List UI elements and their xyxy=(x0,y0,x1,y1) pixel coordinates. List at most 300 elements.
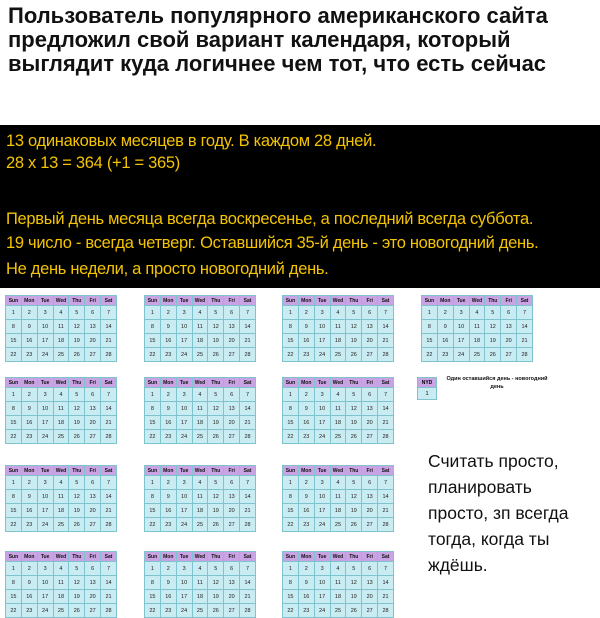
day-cell: 15 xyxy=(283,334,299,348)
weekday-header: Thu xyxy=(346,296,362,306)
day-cell: 10 xyxy=(176,490,192,504)
day-cell: 25 xyxy=(192,348,208,362)
day-cell: 18 xyxy=(192,416,208,430)
day-cell: 9 xyxy=(298,576,314,590)
day-cell: 23 xyxy=(160,430,176,444)
day-cell: 19 xyxy=(208,416,224,430)
weekday-header: Thu xyxy=(346,466,362,476)
weekday-header: Fri xyxy=(85,378,101,388)
day-cell: 13 xyxy=(362,402,378,416)
day-cell: 15 xyxy=(6,504,22,518)
month-calendar xyxy=(282,377,394,444)
weekday-header: Wed xyxy=(53,378,69,388)
weekday-header: Sun xyxy=(145,378,161,388)
weekday-header: Tue xyxy=(37,552,53,562)
day-cell: 10 xyxy=(453,320,469,334)
day-cell: 17 xyxy=(314,334,330,348)
day-cell: 3 xyxy=(453,306,469,320)
day-cell: 23 xyxy=(298,348,314,362)
day-cell: 15 xyxy=(283,504,299,518)
weekday-header: Fri xyxy=(85,296,101,306)
day-cell: 24 xyxy=(314,604,330,618)
day-cell: 8 xyxy=(6,402,22,416)
day-cell: 7 xyxy=(240,306,256,320)
day-cell: 28 xyxy=(240,430,256,444)
day-cell: 19 xyxy=(208,334,224,348)
month-calendar xyxy=(282,465,394,532)
day-cell: 23 xyxy=(21,348,37,362)
day-cell: 7 xyxy=(101,562,117,576)
day-cell: 19 xyxy=(346,590,362,604)
day-cell: 21 xyxy=(101,504,117,518)
weekday-header: Fri xyxy=(85,466,101,476)
month-calendar xyxy=(144,295,256,362)
day-cell: 3 xyxy=(314,388,330,402)
day-cell: 12 xyxy=(69,576,85,590)
day-cell: 9 xyxy=(298,402,314,416)
month-calendar xyxy=(5,377,117,444)
weekday-header: Sat xyxy=(517,296,533,306)
month-calendar xyxy=(282,295,394,362)
day-cell: 4 xyxy=(330,388,346,402)
day-cell: 5 xyxy=(346,388,362,402)
day-cell: 6 xyxy=(85,476,101,490)
day-cell: 3 xyxy=(37,388,53,402)
day-cell: 1 xyxy=(145,388,161,402)
day-cell: 14 xyxy=(101,576,117,590)
day-cell: 18 xyxy=(192,590,208,604)
day-cell: 11 xyxy=(53,576,69,590)
day-cell: 9 xyxy=(21,490,37,504)
weekday-header: Wed xyxy=(192,552,208,562)
day-cell: 26 xyxy=(346,518,362,532)
day-cell: 25 xyxy=(330,518,346,532)
day-cell: 13 xyxy=(501,320,517,334)
day-cell: 3 xyxy=(37,476,53,490)
day-cell: 5 xyxy=(346,476,362,490)
day-cell: 25 xyxy=(330,604,346,618)
day-cell: 10 xyxy=(37,576,53,590)
day-cell: 16 xyxy=(298,504,314,518)
weekday-header: Thu xyxy=(69,378,85,388)
day-cell: 3 xyxy=(314,306,330,320)
day-cell: 12 xyxy=(208,402,224,416)
weekday-header: Wed xyxy=(53,296,69,306)
weekday-header: Sun xyxy=(145,552,161,562)
day-cell: 6 xyxy=(362,388,378,402)
day-cell: 28 xyxy=(240,518,256,532)
day-cell: 5 xyxy=(208,388,224,402)
weekday-header: Tue xyxy=(314,296,330,306)
weekday-header: Sat xyxy=(101,378,117,388)
day-cell: 10 xyxy=(314,490,330,504)
day-cell: 12 xyxy=(69,490,85,504)
day-cell: 10 xyxy=(37,490,53,504)
day-cell: 23 xyxy=(298,604,314,618)
weekday-header: Tue xyxy=(314,378,330,388)
weekday-header: Sat xyxy=(378,466,394,476)
day-cell: 6 xyxy=(362,476,378,490)
day-cell: 23 xyxy=(160,604,176,618)
weekday-header: Tue xyxy=(37,296,53,306)
weekday-header: Fri xyxy=(224,552,240,562)
day-cell: 22 xyxy=(6,430,22,444)
day-cell: 23 xyxy=(21,430,37,444)
day-cell: 20 xyxy=(85,504,101,518)
day-cell: 28 xyxy=(517,348,533,362)
day-cell: 15 xyxy=(145,334,161,348)
day-cell: 13 xyxy=(224,576,240,590)
day-cell: 19 xyxy=(346,504,362,518)
weekday-header: Sat xyxy=(240,378,256,388)
day-cell: 22 xyxy=(283,348,299,362)
day-cell: 7 xyxy=(378,476,394,490)
day-cell: 12 xyxy=(346,576,362,590)
weekday-header: Mon xyxy=(21,466,37,476)
day-cell: 17 xyxy=(453,334,469,348)
day-cell: 16 xyxy=(298,590,314,604)
day-cell: 3 xyxy=(37,306,53,320)
weekday-header: Mon xyxy=(160,378,176,388)
day-cell: 19 xyxy=(69,334,85,348)
day-cell: 10 xyxy=(37,320,53,334)
day-cell: 13 xyxy=(224,402,240,416)
day-cell: 4 xyxy=(192,306,208,320)
day-cell: 17 xyxy=(37,334,53,348)
day-cell: 28 xyxy=(101,348,117,362)
day-cell: 6 xyxy=(85,388,101,402)
day-cell: 13 xyxy=(224,490,240,504)
day-cell: 26 xyxy=(208,518,224,532)
day-cell: 22 xyxy=(283,604,299,618)
day-cell: 3 xyxy=(176,306,192,320)
day-cell: 6 xyxy=(362,562,378,576)
day-cell: 17 xyxy=(176,504,192,518)
day-cell: 27 xyxy=(85,348,101,362)
weekday-header: Mon xyxy=(160,466,176,476)
day-cell: 1 xyxy=(283,562,299,576)
day-cell: 12 xyxy=(346,490,362,504)
day-cell: 21 xyxy=(101,590,117,604)
day-cell: 26 xyxy=(208,430,224,444)
day-cell: 24 xyxy=(37,604,53,618)
day-cell: 16 xyxy=(437,334,453,348)
weekday-header: Wed xyxy=(330,466,346,476)
day-cell: 8 xyxy=(283,490,299,504)
day-cell: 3 xyxy=(314,476,330,490)
day-cell: 10 xyxy=(176,576,192,590)
day-cell: 25 xyxy=(192,518,208,532)
weekday-header: Sun xyxy=(145,466,161,476)
weekday-header: Fri xyxy=(362,466,378,476)
day-cell: 15 xyxy=(422,334,438,348)
day-cell: 2 xyxy=(160,388,176,402)
day-cell: 23 xyxy=(21,604,37,618)
weekday-header: Fri xyxy=(501,296,517,306)
day-cell: 9 xyxy=(160,402,176,416)
description-line-1: 13 одинаковых месяцев в году. В каждом 28 дней. xyxy=(6,132,377,150)
day-cell: 28 xyxy=(378,604,394,618)
day-cell: 24 xyxy=(314,430,330,444)
weekday-header: Mon xyxy=(298,552,314,562)
day-cell: 4 xyxy=(53,306,69,320)
day-cell: 4 xyxy=(53,388,69,402)
day-cell: 15 xyxy=(283,590,299,604)
day-cell: 26 xyxy=(346,604,362,618)
weekday-header: Tue xyxy=(314,466,330,476)
day-cell: 17 xyxy=(314,416,330,430)
day-cell: 21 xyxy=(517,334,533,348)
month-calendar xyxy=(144,465,256,532)
day-cell: 8 xyxy=(6,320,22,334)
day-cell: 20 xyxy=(85,416,101,430)
weekday-header: Mon xyxy=(160,552,176,562)
day-cell: 24 xyxy=(176,518,192,532)
weekday-header: Sat xyxy=(240,552,256,562)
month-calendar xyxy=(5,551,117,618)
day-cell: 5 xyxy=(485,306,501,320)
day-cell: 14 xyxy=(101,402,117,416)
day-cell: 22 xyxy=(283,430,299,444)
weekday-header: Wed xyxy=(192,466,208,476)
day-cell: 1 xyxy=(145,306,161,320)
day-cell: 25 xyxy=(53,430,69,444)
day-cell: 7 xyxy=(240,476,256,490)
day-cell: 14 xyxy=(378,490,394,504)
day-cell: 16 xyxy=(160,416,176,430)
day-cell: 8 xyxy=(6,490,22,504)
day-cell: 24 xyxy=(314,518,330,532)
weekday-header: Wed xyxy=(469,296,485,306)
weekday-header: Sun xyxy=(283,296,299,306)
day-cell: 27 xyxy=(501,348,517,362)
day-cell: 27 xyxy=(85,604,101,618)
day-cell: 2 xyxy=(298,306,314,320)
day-cell: 25 xyxy=(330,430,346,444)
weekday-header: Sat xyxy=(378,552,394,562)
day-cell: 7 xyxy=(101,476,117,490)
day-cell: 27 xyxy=(362,348,378,362)
day-cell: 4 xyxy=(192,562,208,576)
day-cell: 14 xyxy=(101,320,117,334)
day-cell: 19 xyxy=(69,416,85,430)
weekday-header: Sun xyxy=(283,552,299,562)
day-cell: 1 xyxy=(422,306,438,320)
day-cell: 11 xyxy=(330,402,346,416)
weekday-header: Tue xyxy=(37,466,53,476)
weekday-header: Sat xyxy=(378,378,394,388)
day-cell: 22 xyxy=(6,518,22,532)
month-calendar xyxy=(282,551,394,618)
day-cell: 20 xyxy=(224,590,240,604)
day-cell: 3 xyxy=(176,388,192,402)
weekday-header: Sat xyxy=(101,552,117,562)
day-cell: 17 xyxy=(176,334,192,348)
weekday-header: Sun xyxy=(6,466,22,476)
day-cell: 22 xyxy=(145,518,161,532)
day-cell: 18 xyxy=(469,334,485,348)
day-cell: 16 xyxy=(160,590,176,604)
day-cell: 22 xyxy=(283,518,299,532)
day-cell: 8 xyxy=(283,320,299,334)
weekday-header: Wed xyxy=(330,296,346,306)
day-cell: 3 xyxy=(176,476,192,490)
day-cell: 17 xyxy=(176,416,192,430)
weekday-header: Thu xyxy=(485,296,501,306)
day-cell: 23 xyxy=(298,518,314,532)
day-cell: 8 xyxy=(145,490,161,504)
day-cell: 6 xyxy=(224,388,240,402)
day-cell: 21 xyxy=(378,504,394,518)
day-cell: 12 xyxy=(346,320,362,334)
nyd-note: Один оставшийся день - новогодний день xyxy=(446,376,548,390)
day-cell: 27 xyxy=(224,430,240,444)
day-cell: 8 xyxy=(6,576,22,590)
day-cell: 6 xyxy=(501,306,517,320)
day-cell: 2 xyxy=(21,388,37,402)
day-cell: 17 xyxy=(176,590,192,604)
day-cell: 1 xyxy=(283,476,299,490)
day-cell: 14 xyxy=(517,320,533,334)
day-cell: 5 xyxy=(346,562,362,576)
day-cell: 26 xyxy=(69,430,85,444)
day-cell: 17 xyxy=(314,504,330,518)
day-cell: 14 xyxy=(240,402,256,416)
day-cell: 24 xyxy=(314,348,330,362)
day-cell: 13 xyxy=(85,490,101,504)
day-cell: 20 xyxy=(362,334,378,348)
day-cell: 14 xyxy=(378,576,394,590)
day-cell: 20 xyxy=(224,334,240,348)
day-cell: 27 xyxy=(362,604,378,618)
day-cell: 23 xyxy=(21,518,37,532)
day-cell: 11 xyxy=(192,490,208,504)
day-cell: 18 xyxy=(192,334,208,348)
day-cell: 5 xyxy=(69,388,85,402)
day-cell: 19 xyxy=(69,590,85,604)
day-cell: 7 xyxy=(378,562,394,576)
weekday-header: Thu xyxy=(69,552,85,562)
day-cell: 6 xyxy=(362,306,378,320)
day-cell: 9 xyxy=(21,320,37,334)
day-cell: 4 xyxy=(192,476,208,490)
day-cell: 5 xyxy=(69,562,85,576)
day-cell: 19 xyxy=(346,334,362,348)
day-cell: 25 xyxy=(192,430,208,444)
weekday-header: Fri xyxy=(224,296,240,306)
day-cell: 20 xyxy=(85,590,101,604)
day-cell: 25 xyxy=(469,348,485,362)
day-cell: 12 xyxy=(208,576,224,590)
day-cell: 25 xyxy=(192,604,208,618)
day-cell: 10 xyxy=(314,320,330,334)
day-cell: 27 xyxy=(362,430,378,444)
day-cell: 21 xyxy=(378,334,394,348)
day-cell: 14 xyxy=(240,490,256,504)
day-cell: 18 xyxy=(53,590,69,604)
weekday-header: Mon xyxy=(298,296,314,306)
day-cell: 8 xyxy=(145,320,161,334)
day-cell: 20 xyxy=(362,590,378,604)
day-cell: 22 xyxy=(6,604,22,618)
day-cell: 12 xyxy=(485,320,501,334)
day-cell: 16 xyxy=(298,416,314,430)
day-cell: 5 xyxy=(208,562,224,576)
day-cell: 17 xyxy=(37,590,53,604)
day-cell: 20 xyxy=(224,416,240,430)
day-cell: 10 xyxy=(314,402,330,416)
weekday-header: Tue xyxy=(176,552,192,562)
day-cell: 27 xyxy=(224,348,240,362)
day-cell: 15 xyxy=(6,334,22,348)
month-calendar xyxy=(144,377,256,444)
weekday-header: Fri xyxy=(362,296,378,306)
day-cell: 4 xyxy=(330,306,346,320)
weekday-header: Sat xyxy=(101,466,117,476)
weekday-header: Wed xyxy=(53,552,69,562)
day-cell: 15 xyxy=(145,590,161,604)
day-cell: 16 xyxy=(298,334,314,348)
day-cell: 1 xyxy=(145,476,161,490)
day-cell: 16 xyxy=(160,504,176,518)
day-cell: 18 xyxy=(330,416,346,430)
day-cell: 14 xyxy=(378,402,394,416)
weekday-header: Mon xyxy=(21,378,37,388)
day-cell: 28 xyxy=(240,604,256,618)
day-cell: 2 xyxy=(160,476,176,490)
day-cell: 8 xyxy=(422,320,438,334)
day-cell: 16 xyxy=(21,590,37,604)
day-cell: 13 xyxy=(85,320,101,334)
weekday-header: Sat xyxy=(240,296,256,306)
day-cell: 20 xyxy=(501,334,517,348)
day-cell: 8 xyxy=(283,402,299,416)
day-cell: 19 xyxy=(346,416,362,430)
day-cell: 4 xyxy=(330,562,346,576)
day-cell: 18 xyxy=(330,590,346,604)
weekday-header: Tue xyxy=(176,378,192,388)
weekday-header: Sat xyxy=(101,296,117,306)
day-cell: 11 xyxy=(192,576,208,590)
weekday-header: Mon xyxy=(21,296,37,306)
weekday-header: Sun xyxy=(6,378,22,388)
day-cell: 16 xyxy=(21,504,37,518)
day-cell: 20 xyxy=(362,504,378,518)
description-line-2: 28 х 13 = 364 (+1 = 365) xyxy=(6,154,180,172)
day-cell: 8 xyxy=(145,402,161,416)
day-cell: 26 xyxy=(69,518,85,532)
day-cell: 6 xyxy=(224,562,240,576)
day-cell: 10 xyxy=(314,576,330,590)
day-cell: 15 xyxy=(283,416,299,430)
day-cell: 28 xyxy=(240,348,256,362)
weekday-header: Wed xyxy=(192,378,208,388)
weekday-header: Thu xyxy=(208,378,224,388)
day-cell: 10 xyxy=(37,402,53,416)
day-cell: 19 xyxy=(69,504,85,518)
day-cell: 24 xyxy=(176,348,192,362)
day-cell: 2 xyxy=(21,562,37,576)
description-line-4: 19 число - всегда четверг. Оставшийся 35-й день - это новогодний день. xyxy=(6,234,539,252)
weekday-header: Sun xyxy=(283,466,299,476)
weekday-header: Wed xyxy=(192,296,208,306)
day-cell: 11 xyxy=(330,576,346,590)
weekday-header: Thu xyxy=(208,552,224,562)
day-cell: 26 xyxy=(69,604,85,618)
day-cell: 11 xyxy=(53,402,69,416)
day-cell: 11 xyxy=(53,320,69,334)
day-cell: 11 xyxy=(469,320,485,334)
